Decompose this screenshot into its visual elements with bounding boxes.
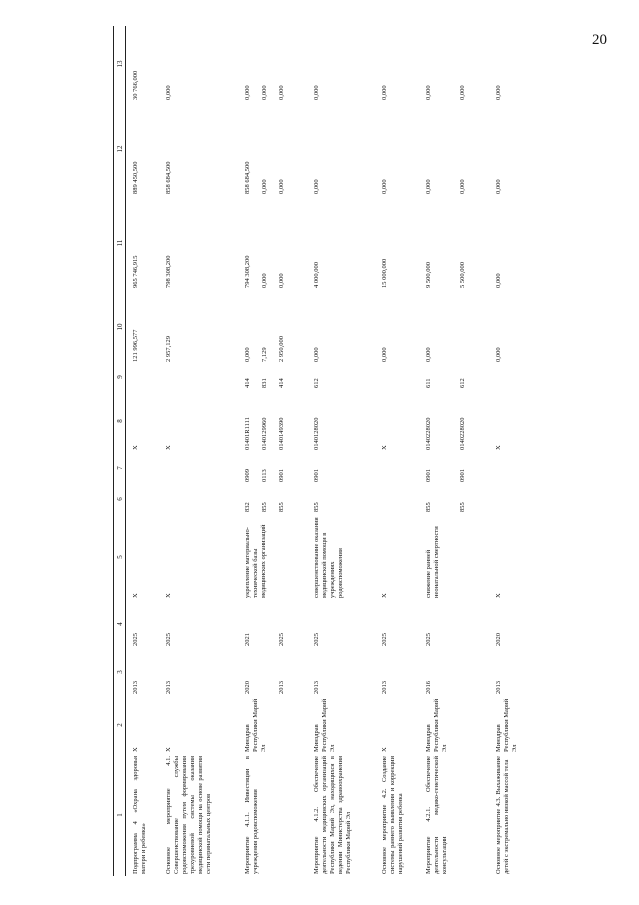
column-header-7: 7 — [114, 452, 126, 484]
cell-line: 611 — [424, 378, 432, 388]
cell-c10: 121 996,577 — [132, 329, 139, 362]
cell-c9 — [489, 364, 533, 390]
cell-line: 0901 — [424, 469, 432, 482]
cell-c2: Минздрав Республики Марий Эл — [424, 698, 448, 752]
cell-line — [442, 28, 450, 100]
cell-c11: 798 308,200 — [165, 255, 173, 288]
cell-line: 2025 — [277, 633, 285, 646]
cell-line: 2020 — [243, 681, 251, 694]
cell-line: 0140129960 — [260, 417, 268, 450]
cell-c6 — [126, 484, 160, 514]
cell-c13: 0,000 — [165, 85, 173, 100]
cell-line: 0,000 — [277, 273, 285, 288]
cell-c4: 2025 — [313, 633, 321, 646]
cell-line: 0,000 — [243, 85, 251, 100]
cell-c2: Минздрав Республики Марий Эл — [243, 698, 267, 752]
cell-c9: 612 — [313, 378, 321, 388]
cell-c11: 965 746,915 — [132, 255, 139, 288]
cell-c7: 0901 — [313, 469, 321, 482]
cell-c7 — [126, 452, 160, 484]
cell-c7 — [489, 452, 533, 484]
cell-c2: Минздрав Республики Марий Эл — [494, 698, 518, 752]
cell-line: 855 — [424, 502, 432, 512]
cell-c12: 0,000 — [494, 179, 502, 194]
table-row — [419, 26, 489, 876]
table-row — [126, 26, 160, 876]
cell-c1: Основное мероприятие 4.3. Выхаживание детей с экстремально низкой массой тела — [494, 756, 510, 874]
cell-c5: снижение ранней неонатальной смертности — [424, 526, 440, 598]
cell-line: 612 — [458, 378, 466, 388]
table-body — [126, 26, 534, 876]
cell-line — [261, 602, 269, 646]
cell-c13 — [238, 26, 308, 102]
table-row — [375, 26, 419, 876]
cell-c5: укрепление материально-технической базы медицинских организаций — [243, 524, 267, 598]
cell-line: 832 — [243, 502, 251, 512]
cell-c6 — [238, 484, 308, 514]
cell-line: 7,129 — [260, 347, 268, 362]
cell-line: 5 500,000 — [458, 262, 466, 288]
cell-c12: 0,000 — [380, 179, 388, 194]
cell-c5: X — [380, 593, 388, 598]
column-header-1: 1 — [114, 754, 126, 876]
cell-c6 — [375, 484, 419, 514]
cell-line: 414 — [243, 378, 251, 388]
cell-c4: 2025 — [424, 633, 432, 646]
cell-line: 0901 — [277, 469, 285, 482]
cell-line: 0,000 — [260, 273, 268, 288]
cell-c6 — [419, 484, 489, 514]
cell-c11: 15 000,000 — [380, 258, 388, 288]
cell-c9 — [159, 364, 238, 390]
cell-line: 0,000 — [260, 179, 268, 194]
cell-line: 0,000 — [424, 85, 432, 100]
cell-c7 — [419, 452, 489, 484]
cell-line: 9 500,000 — [424, 262, 432, 288]
cell-line — [442, 366, 450, 388]
column-header-4: 4 — [114, 600, 126, 648]
table-row — [159, 26, 238, 876]
cell-c12: 858 684,500 — [165, 161, 173, 194]
cell-c3: 2013 — [165, 681, 173, 694]
cell-c11: 4 000,000 — [313, 262, 321, 288]
cell-c10: 2 957,129 — [165, 336, 173, 362]
cell-line: 855 — [458, 502, 466, 512]
column-header-2: 2 — [114, 696, 126, 754]
cell-line: 0901 — [458, 469, 466, 482]
cell-c4: 2020 — [494, 633, 502, 646]
cell-c1: Мероприятие 4.1.1. Инвестиции в учреждения родовспоможения — [243, 756, 259, 874]
cell-line: 0113 — [260, 469, 268, 482]
cell-c11: 0,000 — [494, 273, 502, 288]
cell-c1: Подпрограмма 4 «Охрана здоровья матери и ребенка» — [132, 756, 147, 874]
cell-c4 — [238, 600, 308, 648]
cell-c9 — [419, 364, 489, 390]
cell-c8 — [238, 390, 308, 452]
cell-c8: X — [494, 445, 502, 450]
cell-line — [442, 292, 450, 362]
cell-c9 — [375, 364, 419, 390]
cell-line: 794 308,200 — [243, 255, 251, 288]
cell-c5: X — [132, 593, 139, 598]
cell-line: 0,000 — [277, 85, 285, 100]
cell-c5: X — [165, 593, 173, 598]
cell-c4: 2025 — [165, 633, 173, 646]
cell-c1: Мероприятие 4.1.2. Обеспечение деятельности медицинских организаций Республики Марий Эл, находящихся в ведении Министерства здравоохранения Республики Марий Эл — [313, 756, 353, 874]
cell-c10 — [419, 290, 489, 364]
cell-c4: 2025 — [132, 633, 139, 646]
cell-c2: Минздрав Республики Марий Эл — [313, 698, 337, 752]
cell-line — [261, 650, 269, 694]
cell-c4: 2025 — [380, 633, 388, 646]
cell-line: 0,000 — [458, 179, 466, 194]
cell-c7 — [238, 452, 308, 484]
column-header-9: 9 — [114, 364, 126, 390]
cell-c7 — [375, 452, 419, 484]
cell-c8: X — [132, 445, 139, 450]
cell-c9 — [238, 364, 308, 390]
cell-c13: 0,000 — [494, 85, 502, 100]
cell-line — [459, 292, 467, 362]
cell-c12 — [238, 102, 308, 196]
cell-c3 — [238, 648, 308, 696]
cell-c10: 0,000 — [380, 347, 388, 362]
column-header-6: 6 — [114, 484, 126, 514]
cell-c6 — [489, 484, 533, 514]
header-row — [114, 26, 126, 876]
cell-c12: 0,000 — [313, 179, 321, 194]
cell-line: 2 950,000 — [277, 336, 285, 362]
cell-c3: 2013 — [132, 681, 139, 694]
cell-line — [442, 104, 450, 194]
cell-line: 855 — [277, 502, 285, 512]
column-header-11: 11 — [114, 196, 126, 290]
cell-c13: 0,000 — [380, 85, 388, 100]
cell-c8 — [419, 390, 489, 452]
cell-c12: 889 450,500 — [132, 161, 139, 194]
cell-line: 0,000 — [260, 85, 268, 100]
cell-c9 — [126, 364, 160, 390]
cell-line: 831 — [260, 378, 268, 388]
cell-c7 — [159, 452, 238, 484]
cell-c3: 2013 — [313, 681, 321, 694]
cell-c11 — [419, 196, 489, 290]
cell-line: 0,000 — [424, 347, 432, 362]
cell-c13 — [419, 26, 489, 102]
cell-c6 — [159, 484, 238, 514]
column-header-8: 8 — [114, 390, 126, 452]
column-header-3: 3 — [114, 648, 126, 696]
column-header-12: 12 — [114, 102, 126, 196]
cell-line: 414 — [277, 378, 285, 388]
column-header-5: 5 — [114, 514, 126, 600]
cell-line: 0,000 — [277, 179, 285, 194]
cell-c13: 0,000 — [313, 85, 321, 100]
cell-line: 0,000 — [424, 179, 432, 194]
table-row — [489, 26, 533, 876]
cell-c8: X — [165, 445, 173, 450]
cell-line: 0909 — [243, 469, 251, 482]
cell-line: 0,000 — [243, 347, 251, 362]
cell-c12 — [419, 102, 489, 196]
cell-c8: X — [380, 445, 388, 450]
cell-c8: 0140128020 — [313, 417, 321, 450]
cell-line: 855 — [260, 502, 268, 512]
cell-c1: Основное мероприятие 4.2. Создание системы раннего выявления и коррекции нарушений развития ребенка — [380, 756, 404, 874]
cell-c6: 855 — [313, 502, 321, 512]
cell-line: 2013 — [277, 681, 285, 694]
budget-table — [113, 26, 533, 876]
cell-c2: X — [165, 747, 173, 752]
cell-line: 0140228020 — [458, 417, 466, 450]
column-header-13: 13 — [114, 26, 126, 102]
cell-c3: 2016 — [424, 681, 432, 694]
cell-line — [442, 392, 450, 450]
cell-c3: 2013 — [494, 681, 502, 694]
cell-line — [442, 198, 450, 288]
table-row — [238, 26, 308, 876]
cell-line: 2021 — [243, 633, 251, 646]
cell-line: 0140228020 — [424, 417, 432, 450]
cell-line — [442, 486, 450, 512]
cell-c13: 30 766,000 — [132, 70, 139, 100]
cell-c1: Мероприятие 4.2.1. Обеспечение деятельности медико-генетической консультации — [424, 756, 448, 874]
cell-line: 0140149390 — [277, 417, 285, 450]
cell-line — [442, 454, 450, 482]
cell-c10: 0,000 — [494, 347, 502, 362]
cell-c11 — [238, 196, 308, 290]
column-header-10: 10 — [114, 290, 126, 364]
cell-c1: Основное мероприятие 4.1. Совершенствование службы родовспоможения путем формирования трехуровневой системы оказания медицинской помощи на основе развития сети перинатальных центров — [165, 756, 213, 874]
cell-c10: 0,000 — [313, 347, 321, 362]
page-number: 20 — [592, 32, 607, 48]
table-row — [307, 26, 374, 876]
cell-line: 858 684,500 — [243, 161, 251, 194]
cell-c2: X — [380, 747, 388, 752]
cell-c3: 2013 — [380, 681, 388, 694]
cell-line: 01401R1111 — [243, 417, 251, 450]
cell-c5: X — [494, 593, 502, 598]
cell-c5: совершенствование оказания медицинской помощи в учреждениях родовспоможения — [313, 517, 345, 598]
cell-line: 0,000 — [458, 85, 466, 100]
budget-table-rotated — [113, 26, 533, 876]
cell-c10 — [238, 290, 308, 364]
cell-c2: X — [132, 747, 139, 752]
